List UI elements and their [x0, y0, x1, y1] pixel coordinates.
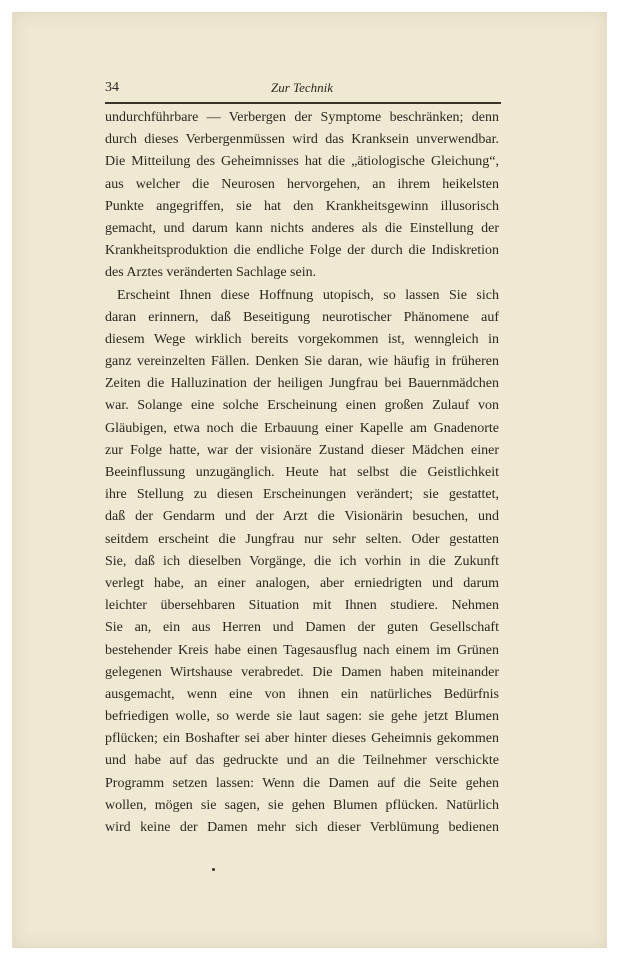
text-line: zur Folge hatte, war der visionäre Zustand dieser Mädchen einer	[105, 442, 499, 458]
text-line: Die Mitteilung des Geheimnisses hat die „ätiologische Gleichung“,	[105, 154, 499, 170]
text-line: Punkte angegriffen, sie hat den Krankheitsgewinn illusorisch	[105, 198, 499, 214]
text-line: Programm setzen lassen: Wenn die Damen auf die Seite gehen	[105, 775, 499, 791]
text-line: befriedigen wolle, so werde sie laut sagen: sie gehe jetzt Blumen	[105, 709, 499, 725]
text-line: Sie, daß ich dieselben Vorgänge, die ich vorhin in die Zukunft	[105, 553, 499, 569]
scan-speck	[212, 868, 215, 871]
text-line: bestehender Kreis habe einen Tagesausflug nach einem im Grünen	[105, 642, 499, 658]
running-title: Zur Technik	[271, 80, 333, 95]
text-line: Gläubigen, etwa noch die Erbauung einer Kapelle am Gnadenorte	[105, 420, 499, 436]
text-line: wollen, mögen sie sagen, sie gehen Blumen pflücken. Natürlich	[105, 797, 499, 813]
text-line: verlegt habe, an einer analogen, aber erniedrigten und darum	[105, 575, 499, 591]
text-line: und habe auf das gedruckte und an die Teilnehmer verschickte	[105, 753, 499, 769]
text-line: undurchführbare — Verbergen der Symptome beschränken; denn	[105, 110, 499, 125]
text-line: Erscheint Ihnen diese Hoffnung utopisch, so lassen Sie sich	[117, 287, 499, 303]
text-line: daran erinnern, daß Beseitigung neurotischer Phänomene auf	[105, 309, 499, 325]
text-line: ausgemacht, wenn eine von ihnen ein natürliches Bedürfnis	[105, 686, 499, 702]
text-line: gelegenen Wirtshause verabredet. Die Damen haben miteinander	[105, 664, 499, 680]
text-line: Beeinflussung unzugänglich. Heute hat selbst die Geistlichkeit	[105, 465, 499, 480]
text-line: aus welcher die Neurosen hervorgehen, an ihrem heikelsten	[105, 176, 499, 192]
text-line: daß der Gendarm und der Arzt die Visionärin besuchen, und	[105, 509, 499, 525]
page-header	[105, 80, 499, 100]
text-line: ihre Stellung zu diesen Erscheinungen verändert; sie gestattet,	[105, 487, 499, 503]
text-line: Sie an, ein aus Herren und Damen der guten Gesellschaft	[105, 620, 499, 636]
text-line: wird keine der Damen mehr sich dieser Verblümung bedienen	[105, 820, 499, 835]
header-rule	[105, 102, 501, 104]
text-line: war. Solange eine solche Erscheinung einen großen Zulauf von	[105, 398, 499, 414]
text-line: gemacht, und darum kann nichts anderes als die Einstellung der	[105, 220, 499, 236]
text-line: leichter übersehbaren Situation mit Ihnen studiere. Nehmen	[105, 598, 499, 614]
text-line: durch dieses Verbergenmüssen wird das Kranksein unverwendbar.	[105, 132, 499, 148]
text-line: Krankheitsproduktion die endliche Folge der durch die Indiskretion	[105, 243, 499, 259]
page-number: 34	[105, 80, 119, 95]
text-line: seitdem erscheint die Jungfrau nur sehr selten. Oder gestatten	[105, 531, 499, 547]
body-text	[105, 107, 499, 839]
text-line: Zeiten die Halluzination der heiligen Jungfrau bei Bauernmädchen	[105, 376, 499, 392]
text-line: ganz vereinzelten Fällen. Denken Sie daran, wie häufig in früheren	[105, 354, 499, 370]
text-line: des Arztes veränderten Sachlage sein.	[105, 265, 317, 281]
text-line: pflücken; ein Boshafter sei aber hinter dieses Geheimnis gekommen	[105, 731, 499, 747]
text-line: diesem Wege wirklich bereits vorgekommen ist, wenngleich in	[105, 331, 499, 347]
